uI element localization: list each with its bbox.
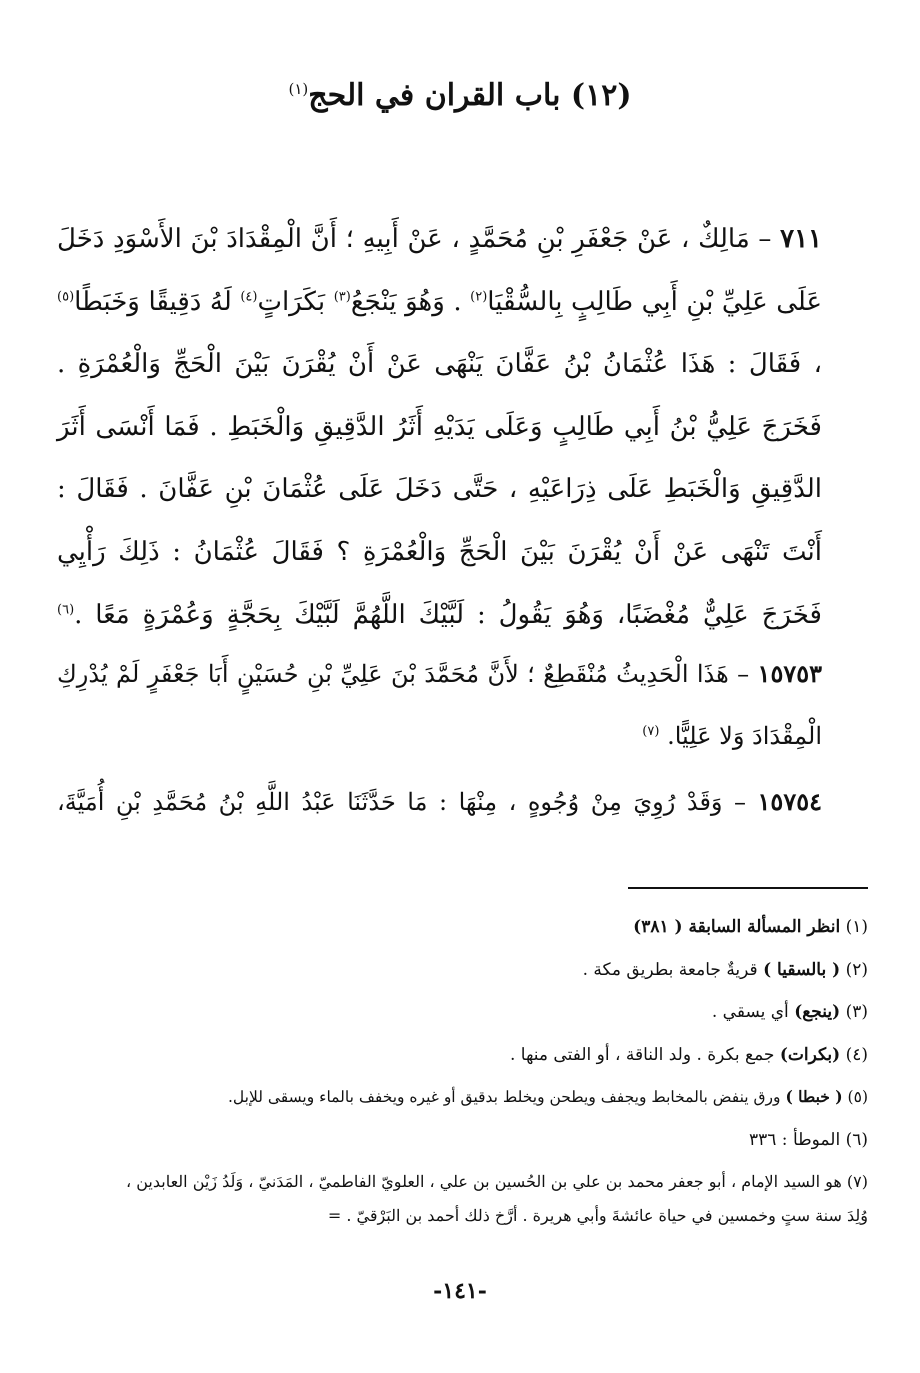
footnote-ref: (٢) bbox=[470, 288, 488, 304]
footnote-number: (١) bbox=[845, 917, 868, 937]
paragraph-number: ١٥٧٥٣ bbox=[757, 659, 822, 688]
footnote-text: قريةٌ جامعة بطريق مكة . bbox=[582, 959, 764, 980]
hadith-line: . وَهُوَ يَنْجَعُ bbox=[350, 286, 462, 317]
hadith-line: مُغْضَبًا، وَهُوَ يَقُولُ : لَبَّيْكَ اللَّهُمَّ لَبَّيْكَ بِحَجَّةٍ وَعُمْرَةٍ مَعًا . bbox=[74, 599, 691, 630]
footnote-text: أي يسقي . bbox=[711, 1002, 795, 1022]
chapter-title-text: (١٢) باب القران في الحج bbox=[308, 78, 632, 113]
footnote-ref: (٣) bbox=[333, 288, 351, 304]
footnote-term: (ينجع) bbox=[794, 1002, 841, 1022]
hadith-line: تَنْهَى عَنْ أَنْ يُقْرَنَ بَيْنَ الْحَجِّ وَالْعُمْرَةِ ؟ فَقَالَ عُثْمَانُ : ذَلِكَ رَأْيِي فَخَرَجَ عَلِيٌّ bbox=[57, 536, 822, 630]
footnote-text: ورق ينفض بالمخابط ويجفف ويطحن ويخلط بدقيق أو غيره ويخفف بالماء ويسقى للإبل. bbox=[227, 1088, 786, 1106]
paragraph-text: – هَذَا الْحَدِيثُ مُنْقَطِعٌ ؛ لأَنَّ مُحَمَّدَ بْنَ عَلِيِّ بْنِ حُسَيْنٍ أَبَا جَعْفَرٍ لَمْ يُدْرِكِ الْمِقْدَادَ وَلا عَلِيًّا. bbox=[57, 660, 822, 750]
hadith-line: وَخَبَطًا bbox=[74, 286, 140, 317]
hadith-line: لَهُ دَقِيقًا bbox=[148, 286, 232, 317]
footnote-ref: (٥) bbox=[57, 288, 75, 304]
hadith-711 bbox=[57, 208, 822, 646]
hadith-line: – مَالِكٌ ، عَنْ جَعْفَرِ بْنِ مُحَمَّدٍ ، عَنْ أَبِيهِ ؛ أَنَّ الْمِقْدَادَ بْنَ الأَسْوَدِ bbox=[113, 224, 772, 254]
footnote-item bbox=[58, 1076, 868, 1119]
paragraph-number: ١٥٧٥٤ bbox=[757, 787, 822, 816]
footnote-term: ( بالسقيا ) bbox=[763, 959, 841, 980]
footnote-item bbox=[108, 1034, 868, 1077]
footnote-item bbox=[108, 991, 868, 1034]
footnote-ref: (٤) bbox=[240, 288, 258, 304]
chapter-title bbox=[0, 78, 920, 113]
footnote-number: (٤) bbox=[845, 1044, 868, 1065]
footnote-item bbox=[108, 906, 868, 949]
footnote-ref: (٦) bbox=[57, 601, 75, 617]
footnote-item bbox=[108, 1119, 868, 1162]
footnote-text: جمع بكرة . ولد الناقة ، أو الفتى منها . bbox=[509, 1044, 780, 1065]
footnote-number: (٥) bbox=[847, 1088, 868, 1106]
hadith-line: بَكَرَاتٍ bbox=[257, 286, 326, 317]
title-footnote-ref: (١) bbox=[288, 80, 309, 98]
footnote-term: (بكرات) bbox=[779, 1044, 841, 1065]
footnote-number: (٢) bbox=[845, 959, 868, 980]
footnote-ref: (٧) bbox=[642, 724, 660, 739]
paragraph-15753 bbox=[57, 643, 822, 767]
hadith-line: دَخَلَ عَلَى عَلِيِّ بْنِ أَبِي طَالِبٍ بِالسُّقْيَا bbox=[57, 224, 823, 317]
footnote-item bbox=[108, 949, 868, 992]
hadith-line: فَخَرَجَ عَلِيُّ بْنُ أَبِي طَالِبٍ وَعَلَى يَدَيْهِ أَثَرُ الدَّقِيقِ وَالْخَبَطِ . فَمَا أَنْسَى أَثَرَ bbox=[57, 411, 822, 442]
footnote-divider bbox=[628, 887, 868, 889]
paragraph-15754 bbox=[57, 772, 822, 832]
footnote-text: هو السيد الإمام ، أبو جعفر محمد بن علي بن الحُسين بن علي ، العلويّ الفاطميّ ، المَدَنيّ ، وَلَدُ زَيْن العابدين ، وُلِدَ سنة ستٍ وخمسين في حياة عائشةَ وأبي هريرة . أرَّخ ذلك أحمد بن البَرْقيّ . = bbox=[125, 1172, 868, 1225]
footnotes bbox=[108, 906, 868, 1233]
footnote-number: (٧) bbox=[846, 1172, 868, 1191]
footnote-item bbox=[108, 1161, 868, 1233]
hadith-line: ، فَقَالَ : هَذَا عُثْمَانُ بْنُ عَفَّانَ يَنْهَى عَنْ أَنْ يُقْرَنَ بَيْنَ الْحَجِّ وَالْعُمْرَةِ . bbox=[57, 349, 822, 380]
page-number: -١٤١- bbox=[433, 1278, 487, 1304]
footnote-text: الموطأ : ٣٣٦ bbox=[749, 1129, 841, 1150]
paragraph-text: – وَقَدْ رُوِيَ مِنْ وُجُوهٍ ، مِنْهَا : مَا حَدَّثَنَا عَبْدُ اللَّهِ بْنُ مُحَمَّدِ بْنِ أُمَيَّةَ، bbox=[57, 788, 747, 816]
hadith-line: الدَّقِيقِ وَالْخَبَطِ عَلَى ذِرَاعَيْهِ ، حَتَّى دَخَلَ عَلَى عُثْمَانَ بْنِ عَفَّانَ . فَقَالَ : أَنْتَ bbox=[57, 474, 823, 567]
footnote-term: انظر المسألة السابقة ( ٣٨١) bbox=[633, 917, 841, 937]
hadith-number: ٧١١ bbox=[780, 224, 823, 254]
footnote-number: (٣) bbox=[845, 1002, 868, 1022]
footnote-term: ( خبطا ) bbox=[785, 1087, 843, 1106]
footnote-number: (٦) bbox=[845, 1129, 868, 1150]
